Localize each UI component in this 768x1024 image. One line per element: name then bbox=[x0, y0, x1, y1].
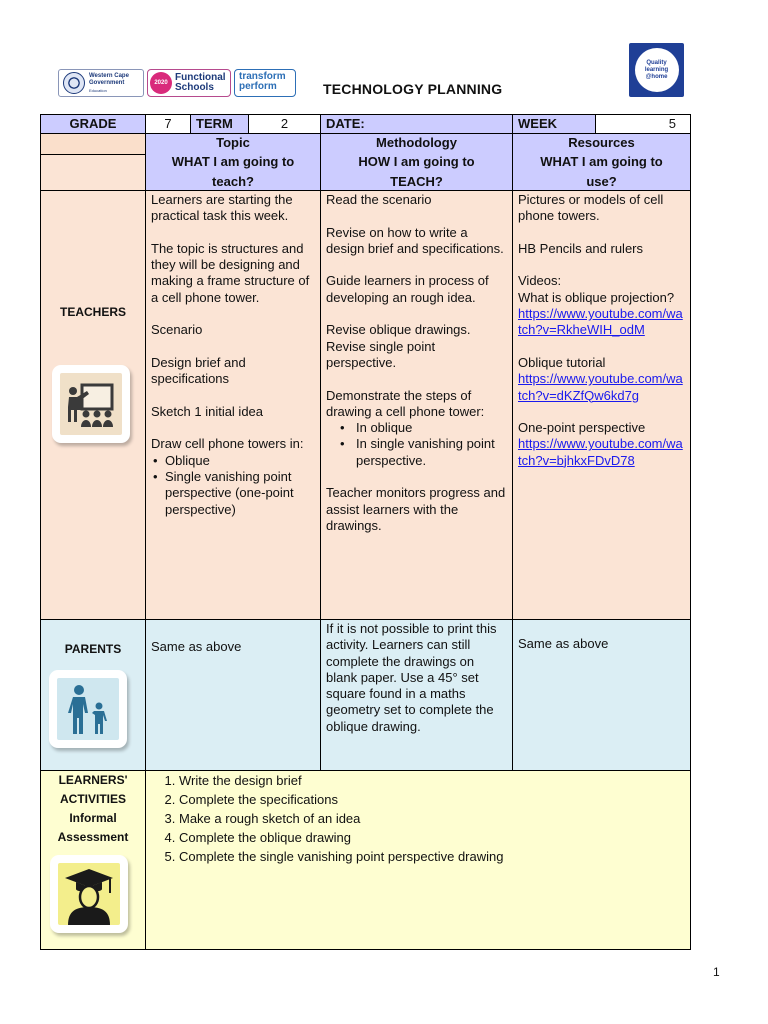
functional-schools-logo bbox=[147, 69, 231, 97]
parents-resources-cell bbox=[512, 619, 691, 771]
header-blank-bottom bbox=[40, 154, 146, 191]
learners-activities-list bbox=[151, 771, 685, 866]
learners-activities-cell bbox=[145, 770, 691, 950]
ql-line3: @home bbox=[645, 73, 668, 80]
list-item: 2. Complete the specifications bbox=[179, 790, 685, 809]
parents-label: PARENTS bbox=[64, 642, 122, 656]
resources-column-header bbox=[512, 133, 691, 191]
teacher-presentation-icon bbox=[52, 365, 130, 443]
fs-line2: Schools bbox=[175, 82, 214, 93]
learners-label-l4: Assessment bbox=[57, 830, 129, 844]
crest-icon bbox=[63, 72, 85, 94]
tp-line1: transform bbox=[239, 71, 286, 82]
learners-row-label-cell bbox=[40, 770, 146, 950]
list-item: 3. Make a rough sketch of an idea bbox=[179, 809, 685, 828]
quality-learning-logo bbox=[629, 43, 684, 97]
list-item: • In oblique bbox=[356, 420, 507, 436]
learners-label-l3: Informal bbox=[69, 811, 117, 825]
video-link-oblique-projection[interactable]: https://www.youtube.com/watch?v=RkheWIH_odM bbox=[518, 306, 683, 338]
teachers-resources-cell bbox=[512, 190, 691, 620]
wc-logo-sub: Education bbox=[89, 87, 107, 93]
methodology-column-header bbox=[320, 133, 513, 191]
methodology-header-l1: Methodology bbox=[376, 135, 457, 150]
term-value: 2 bbox=[248, 114, 321, 134]
video-link-oblique-tutorial[interactable]: https://www.youtube.com/watch?v=dKZfQw6kd7g bbox=[518, 371, 683, 403]
topic-column-header bbox=[145, 133, 321, 191]
teachers-methodology-p2: Revise on how to write a design brief and specifications. bbox=[326, 224, 504, 256]
parents-topic-text: Same as above bbox=[151, 639, 242, 654]
teachers-methodology-p1: Read the scenario bbox=[326, 192, 432, 207]
planning-table bbox=[40, 114, 691, 950]
list-item: • In single vanishing point perspective. bbox=[356, 436, 507, 469]
fs-badge: 2020 bbox=[150, 72, 172, 94]
teachers-topic-p4: Design brief and specifications bbox=[151, 354, 246, 387]
date-label: DATE: bbox=[320, 114, 513, 134]
methodology-header-l2: HOW I am going to bbox=[358, 154, 475, 170]
parent-child-icon bbox=[49, 670, 127, 748]
parents-methodology-text: If it is not possible to print this activity. Learners can still complete the drawings on blank paper. Use a 45° set square found in a maths geometry set to complete the oblique drawing. bbox=[326, 621, 497, 734]
teachers-methodology-p3: Guide learners in process of developing an rough idea. bbox=[326, 273, 489, 305]
wc-logo-line2: Government bbox=[89, 79, 125, 86]
teachers-topic-p5: Sketch 1 initial idea bbox=[151, 403, 264, 419]
teachers-resources-p6: One-point perspective bbox=[518, 420, 646, 436]
grade-label: GRADE bbox=[40, 114, 146, 134]
teachers-topic-cell bbox=[145, 190, 321, 620]
week-label: WEEK bbox=[512, 114, 596, 134]
page-number: 1 bbox=[713, 965, 720, 979]
term-label: TERM bbox=[190, 114, 249, 134]
list-item: 5. Complete the single vanishing point perspective drawing bbox=[179, 847, 685, 866]
teachers-methodology-bullets bbox=[326, 420, 507, 469]
teachers-resources-p5: Oblique tutorial bbox=[518, 354, 606, 370]
teachers-resources-p1: Pictures or models of cell phone towers. bbox=[518, 192, 664, 224]
resources-header-l2: WHAT I am going to bbox=[540, 154, 663, 170]
graduate-icon bbox=[50, 855, 128, 933]
grade-value: 7 bbox=[145, 114, 191, 134]
teachers-methodology-cell bbox=[320, 190, 513, 620]
teachers-methodology-p5: Demonstrate the steps of drawing a cell phone tower: bbox=[326, 387, 485, 419]
parents-row-label-cell bbox=[40, 619, 146, 771]
parents-methodology-cell bbox=[320, 619, 513, 771]
teachers-methodology-p6: Teacher monitors progress and assist learners with the drawings. bbox=[326, 485, 506, 533]
learners-label-l1: LEARNERS' bbox=[58, 773, 128, 787]
teachers-topic-p1: Learners are starting the practical task this week. bbox=[151, 192, 293, 224]
week-value: 5 bbox=[595, 114, 691, 134]
teachers-topic-p2: The topic is structures and they will be designing and making a frame structure of a cell phone tower. bbox=[151, 240, 310, 305]
list-item: • Single vanishing point perspective (one-point perspective) bbox=[165, 469, 315, 518]
teachers-methodology-p4: Revise oblique drawings. Revise single point perspective. bbox=[326, 322, 471, 370]
date-value bbox=[320, 114, 513, 134]
document-title: TECHNOLOGY PLANNING bbox=[323, 81, 503, 97]
teachers-resources-p4: What is oblique projection? bbox=[518, 289, 675, 305]
teachers-topic-bullets bbox=[151, 453, 315, 518]
header-blank-top bbox=[40, 133, 146, 155]
ql-line1: Quality bbox=[646, 59, 667, 66]
video-link-one-point-perspective[interactable]: https://www.youtube.com/watch?v=bjhkxFDvD78 bbox=[518, 436, 683, 468]
teachers-label: TEACHERS bbox=[59, 305, 126, 319]
teachers-topic-p3: Scenario bbox=[151, 322, 203, 338]
topic-header-l1: Topic bbox=[216, 135, 250, 150]
learners-label-l2: ACTIVITIES bbox=[59, 792, 126, 806]
methodology-header-l3: TEACH? bbox=[390, 173, 443, 189]
list-item: • Oblique bbox=[165, 453, 315, 469]
fs-line1: Functional bbox=[175, 72, 226, 83]
wc-logo-line1: Western Cape bbox=[89, 72, 129, 79]
western-cape-government-logo bbox=[58, 69, 144, 97]
transform-perform-logo bbox=[234, 69, 296, 97]
list-item: 1. Write the design brief bbox=[179, 771, 685, 790]
ql-line2: learning bbox=[644, 66, 669, 73]
resources-header-l3: use? bbox=[586, 173, 617, 189]
topic-header-l3: teach? bbox=[212, 173, 254, 189]
topic-header-l2: WHAT I am going to bbox=[171, 154, 295, 170]
tp-line2: perform bbox=[239, 81, 277, 92]
list-item: 4. Complete the oblique drawing bbox=[179, 828, 685, 847]
resources-header-l1: Resources bbox=[568, 135, 635, 150]
teachers-resources-p2: HB Pencils and rulers bbox=[518, 240, 643, 256]
teachers-resources-p3: Videos: bbox=[518, 273, 562, 289]
parents-topic-cell bbox=[145, 619, 321, 771]
teachers-row-label-cell bbox=[40, 190, 146, 620]
parents-resources-text: Same as above bbox=[518, 636, 609, 651]
teachers-topic-p6: Draw cell phone towers in: bbox=[151, 436, 304, 452]
